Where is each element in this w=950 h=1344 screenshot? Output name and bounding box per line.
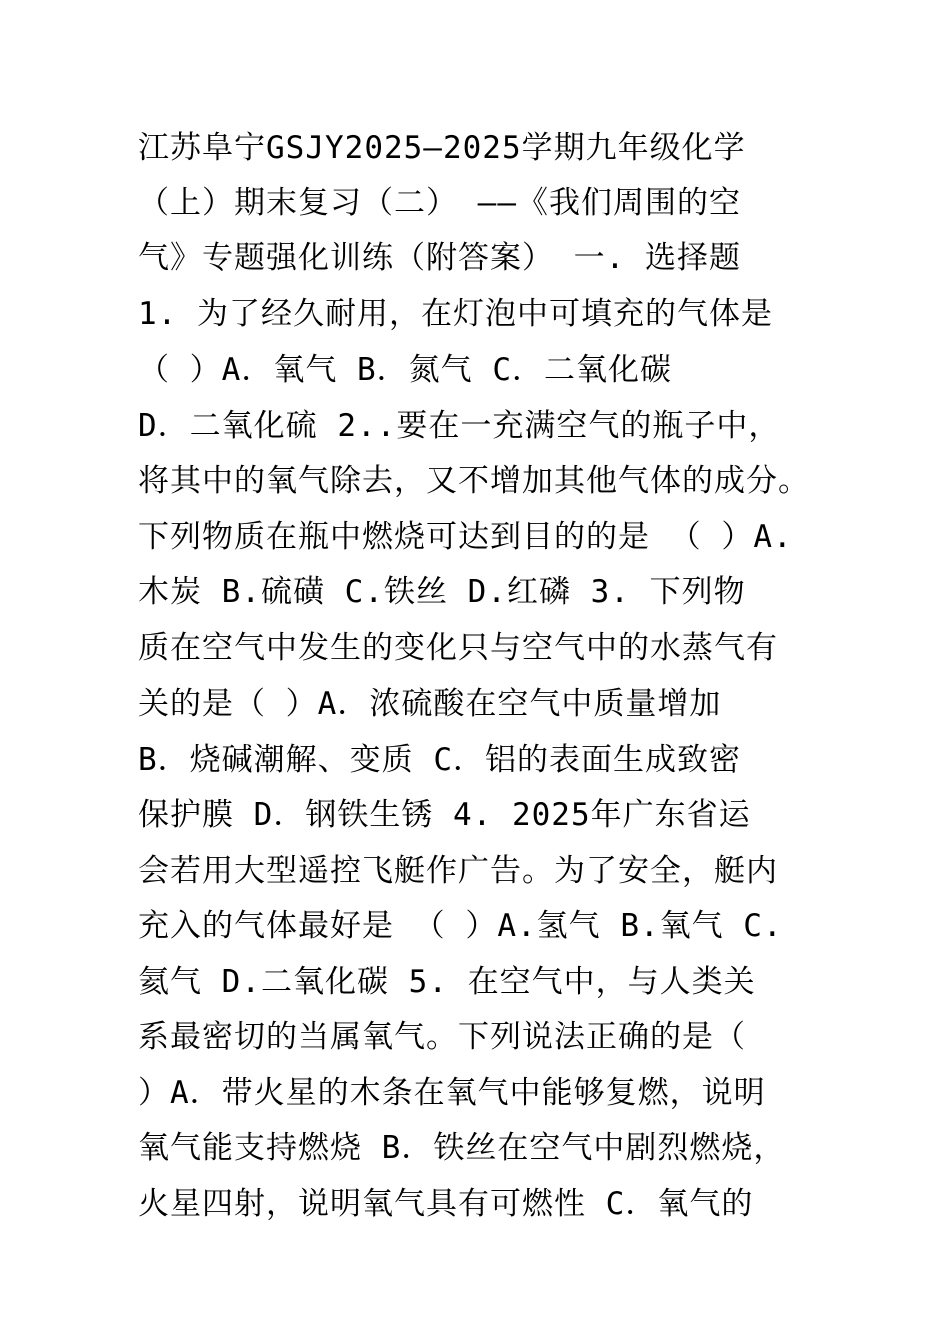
text-line-18: ）A．带火星的木条在氧气中能够复燃，说明: [138, 1075, 766, 1111]
text-line-17: 系最密切的当属氧气。下列说法正确的是（: [138, 1019, 746, 1055]
text-line-5: （ ）A．氧气 B．氮气 C．二氧化碳: [138, 352, 672, 388]
text-line-16: 氦气 D.二氧化碳 5. 在空气中，与人类关: [138, 964, 756, 1000]
text-line-6: D．二氧化硫 2..要在一充满空气的瓶子中，: [138, 408, 781, 444]
text-line-7: 将其中的氧气除去，又不增加其他气体的成分。: [138, 463, 810, 499]
text-line-9: 木炭 B.硫磺 C.铁丝 D.红磷 3. 下列物: [138, 574, 746, 610]
text-line-14: 会若用大型遥控飞艇作广告。为了安全，艇内: [138, 853, 778, 889]
text-line-1: 江苏阜宁GSJY2025—2025学期九年级化学: [138, 130, 746, 166]
text-line-13: 保护膜 D．钢铁生锈 4. 2025年广东省运: [138, 797, 751, 833]
text-line-19: 氧气能支持燃烧 B．铁丝在空气中剧烈燃烧，: [138, 1130, 786, 1166]
text-line-20: 火星四射，说明氧气具有可燃性 C．氧气的: [138, 1186, 754, 1222]
text-line-12: B．烧碱潮解、变质 C．铝的表面生成致密: [138, 742, 741, 778]
text-line-15: 充入的气体最好是 （ ）A.氢气 B.氧气 C.: [138, 908, 783, 944]
text-line-10: 质在空气中发生的变化只与空气中的水蒸气有: [138, 630, 778, 666]
text-line-3: 气》专题强化训练（附答案） 一. 选择题: [138, 240, 741, 276]
text-line-8: 下列物质在瓶中燃烧可达到目的的是 （ ）A.: [138, 519, 793, 555]
text-line-4: 1. 为了经久耐用，在灯泡中可填充的气体是: [138, 296, 773, 332]
text-line-11: 关的是（ ）A．浓硫酸在空气中质量增加: [138, 686, 722, 722]
text-line-2: （上）期末复习（二） ——《我们周围的空: [138, 185, 741, 221]
